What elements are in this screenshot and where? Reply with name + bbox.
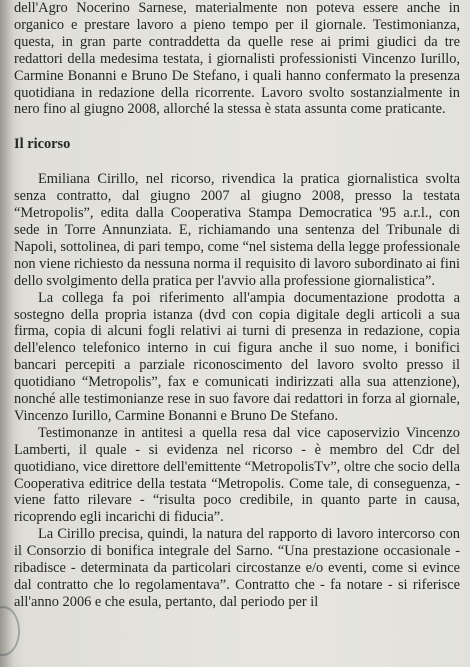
paragraph-4: Testimonanze in antitesi a quella resa dal vice caposervizio Vincenzo Lamberti, il quale - si evidenza nel ricorso - è membro del Cdr del quotidiano, vice direttore dell'emittente “MetropolisTv”, oltre che socio della Cooperativa editrice della testata “Metropolis. Come tale, di conseguenza, - viene fatto rilevare - “risulta poco credibile, in quanto parte in causa, ricoprendo egli incarichi di fiducia”. bbox=[14, 424, 460, 526]
binding-shadow bbox=[0, 0, 14, 667]
partial-stamp bbox=[0, 606, 20, 656]
paragraph-3: La collega fa poi riferimento all'ampia documentazione prodotta a sostegno della propria istanza (dvd con copia digitale degli articoli a sua firma, copia di alcuni fogli relativi ai turni di presenza in redazione, copia dell'elenco telefonico interno in cui figura anche il suo nome, i bonifici bancari percepiti a parziale riconoscimento del lavoro svolto presso il quotidiano “Metropolis”, fax e comunicati indirizzati alla sua attenzione), nonché alle testimonianze rese in suo favore dai redattori in forza al giornale, Vincenzo Iurillo, Carmine Bonanni e Bruno De Stefano. bbox=[14, 289, 460, 424]
paragraph-2: Emiliana Cirillo, nel ricorso, rivendica la pratica giornalistica svolta senza contratto, dal giugno 2007 al giugno 2008, presso la testata “Metropolis”, edita dalla Cooperativa Stampa Democratica '95 a.r.l., con sede in Torre Annunziata. E, richiamando una sentenza del Tribunale di Napoli, sottolinea, di pari tempo, come “nel sistema della legge professionale non viene richiesto da nessuna norma il requisito di lavoro subordinato ai fini dello svolgimento della pratica per l'avvio alla professione giornalistica”. bbox=[14, 171, 461, 289]
paragraph-1: dell'Agro Nocerino Sarnese, materialmente non poteva essere anche in organico e prestare lavoro a pieno tempo per il giornale. Testimonianza, questa, in gran parte contraddetta da quelle rese ai primi giudici da tre redattori della medesima testata, i giornalisti professionisti Vincenzo Iurillo, Carmine Bonanni e Bruno De Stefano, i quali hanno confermato la presenza quotidiana in redazione della ricorrente. Lavoro svolto sostanzialmente in nero fino al giugno 2008, allorché la stessa è stata assunta come praticante. bbox=[14, 0, 460, 118]
section-heading: Il ricorso bbox=[14, 136, 71, 153]
document-body bbox=[14, 0, 460, 611]
paragraph-5: La Cirillo precisa, quindi, la natura del rapporto di lavoro intercorso con il Consorzio di bonifica integrale del Sarno. “Una prestazione occasionale - ribadisce - determinata da particolari circostanze e/o eventi, come si evince dal contratto che lo regolamentava”. Contratto che - fa notare - si riferisce all'anno 2006 e che esula, pertanto, dal periodo per il bbox=[14, 526, 460, 610]
